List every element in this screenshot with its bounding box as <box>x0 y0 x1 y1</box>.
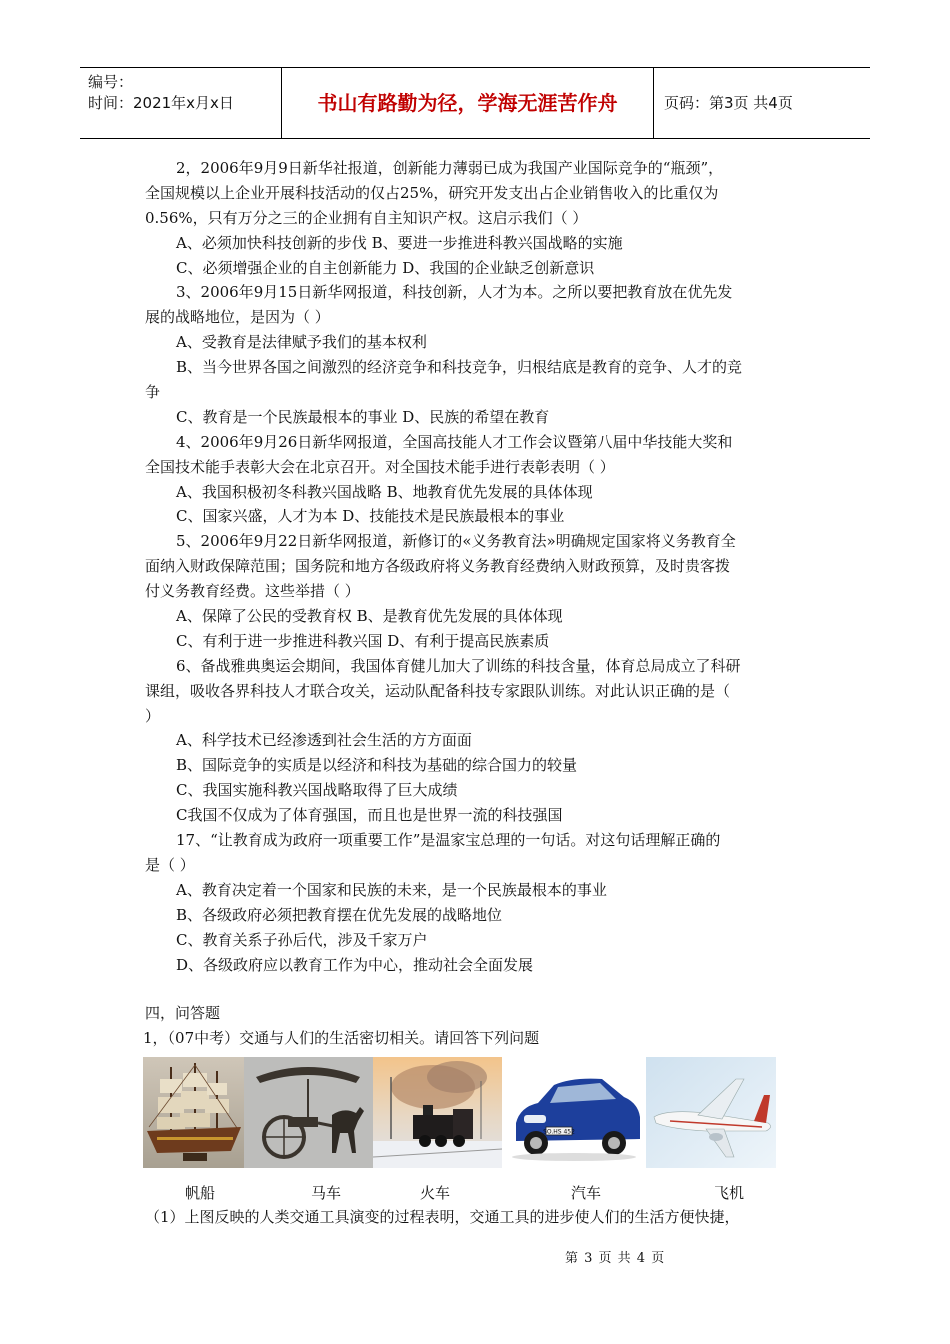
page-header <box>80 67 870 139</box>
caption-airplane: 飞机 <box>714 1184 745 1202</box>
option-line: A、教育决定着一个国家和民族的未来，是一个民族最根本的事业 <box>176 880 607 899</box>
steam-train-image <box>373 1057 502 1168</box>
option-line: C、有利于进一步推进科教兴国 D、有利于提高民族素质 <box>176 631 550 650</box>
option-line: C、教育关系子孙后代，涉及千家万户 <box>176 930 428 949</box>
option-line: C我国不仅成为了体育强国，而且也是世界一流的科技强国 <box>176 806 563 825</box>
image-captions <box>0 1182 950 1204</box>
option-line: B、国际竞争的实质是以经济和科技为基础的综合国力的较量 <box>176 756 578 775</box>
caption-horse-carriage: 马车 <box>311 1184 342 1202</box>
text-line: ） <box>145 706 161 725</box>
section-title: 四，问答题 <box>145 1004 221 1023</box>
airplane-image <box>646 1057 776 1168</box>
option-line: A、我国积极初冬科教兴国战略 B、地教育优先发展的具体体现 <box>176 482 593 501</box>
option-line: A、保障了公民的受教育权 B、是教育优先发展的具体体现 <box>176 607 563 626</box>
sailing-ship-image <box>143 1057 244 1168</box>
option-line: A、受教育是法律赋予我们的基本权利 <box>176 333 427 352</box>
page-footer: 第 3 页 共 4 页 <box>565 1251 666 1266</box>
text-line: 展的战略地位，是因为（ ） <box>145 308 330 327</box>
option-line: C、我国实施科教兴国战略取得了巨大成绩 <box>176 781 458 800</box>
text-line: 课组，吸收各界科技人才联合攻关，运动队配备科技专家跟队训练。对此认识正确的是（ <box>145 681 731 700</box>
option-line: C、必须增强企业的自主创新能力 D、我国的企业缺乏创新意识 <box>176 258 595 277</box>
car-plate: SO.HS 452 <box>543 1128 575 1136</box>
option-line: A、必须加快科技创新的步伐 B、要进一步推进科教兴国战略的实施 <box>176 233 623 252</box>
serial-label: 编号： <box>88 73 134 91</box>
caption-sailing-ship: 帆船 <box>185 1184 216 1202</box>
text-line: 0.56%，只有万分之三的企业拥有自主知识产权。这启示我们（ ） <box>145 208 588 227</box>
caption-train: 火车 <box>420 1184 451 1202</box>
option-line: C、国家兴盛，人才为本 D、技能技术是民族最根本的事业 <box>176 507 565 526</box>
header-page-label: 页码：第3页 共4页 <box>664 94 793 112</box>
sub-question-text: （1）上图反映的人类交通工具演变的过程表明，交通工具的进步使人们的生活方便快捷， <box>145 1208 740 1226</box>
text-line: 全国规模以上企业开展科技活动的仅占25%，研究开发支出占企业销售收入的比重仅为 <box>145 183 719 202</box>
option-line: A、科学技术已经渗透到社会生活的方方面面 <box>176 731 472 750</box>
text-line: 全国技术能手表彰大会在北京召开。对全国技术能手进行表彰表明（ ） <box>145 457 615 476</box>
text-line: 付义务教育经费。这些举措（ ） <box>145 582 360 601</box>
question-content <box>145 156 810 1051</box>
text-line: 17、“让教育成为政府一项重要工作”是温家宝总理的一句话。对这句话理解正确的 <box>176 831 721 850</box>
text-line: 争 <box>145 383 161 402</box>
question-text: 1，（07中考）交通与人们的生活密切相关。请回答下列问题 <box>143 1029 540 1048</box>
text-line: 6、备战雅典奥运会期间，我国体育健儿加大了训练的科技含量，体育总局成立了科研 <box>176 656 741 675</box>
option-line: D、各级政府应以教育工作为中心，推动社会全面发展 <box>176 955 534 974</box>
text-line: 5、2006年9月22日新华网报道，新修订的«义务教育法»明确规定国家将义务教育全 <box>176 532 736 551</box>
caption-car: 汽车 <box>571 1184 602 1202</box>
option-line: C、教育是一个民族最根本的事业 D、民族的希望在教育 <box>176 407 550 426</box>
text-line: 2，2006年9月9日新华社报道，创新能力薄弱已成为我国产业国际竞争的“瓶颈”， <box>176 159 724 177</box>
text-line: 是（ ） <box>145 855 195 874</box>
option-line: B、各级政府必须把教育摆在优先发展的战略地位 <box>176 905 503 924</box>
option-line: B、当今世界各国之间激烈的经济竞争和科技竞争，归根结底是教育的竞争、人才的竞 <box>176 358 743 377</box>
horse-carriage-image <box>244 1057 373 1168</box>
header-meta-cell <box>80 68 282 138</box>
header-motto: 书山有路勤为径，学海无涯苦作舟 <box>282 68 654 138</box>
text-line: 4、2006年9月26日新华网报道，全国高技能人才工作会议暨第八届中华技能大奖和 <box>176 432 733 451</box>
time-label: 时间：2021年x月x日 <box>88 94 234 112</box>
text-line: 面纳入财政保障范围；国务院和地方各级政府将义务教育经费纳入财政预算，及时贵客拨 <box>145 557 731 576</box>
car-image <box>502 1057 646 1168</box>
text-line: 3、2006年9月15日新华网报道，科技创新，人才为本。之所以要把教育放在优先发 <box>176 283 733 302</box>
